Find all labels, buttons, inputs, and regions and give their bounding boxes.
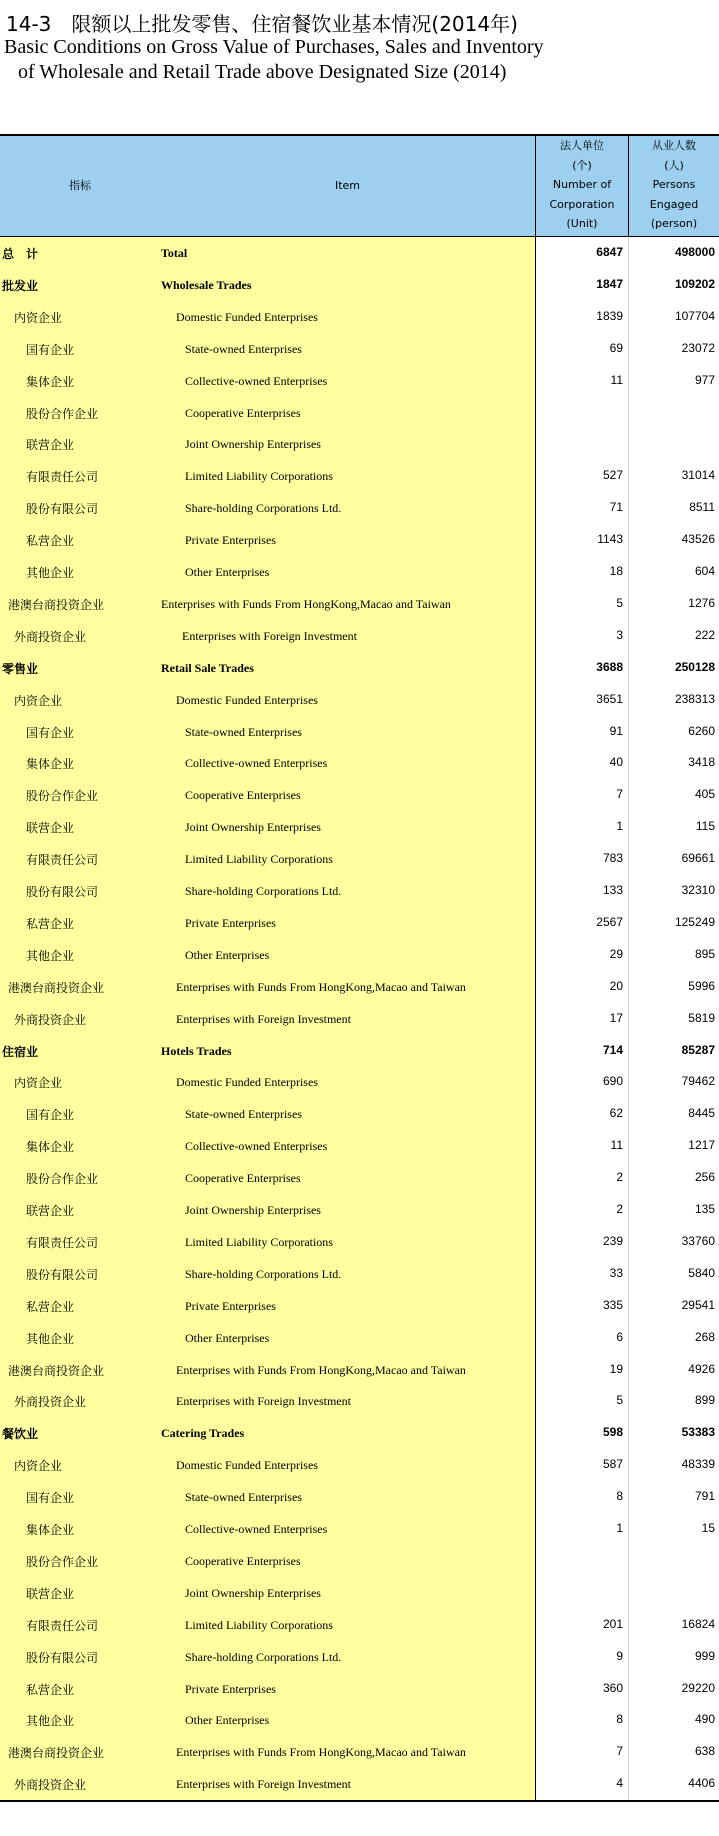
row-label-english: State-owned Enterprises: [185, 1107, 302, 1122]
row-persons: 6260: [688, 723, 715, 738]
row-corporations: 20: [609, 978, 623, 993]
row-corporations: 29: [609, 946, 623, 961]
row-label-chinese: 有限责任公司: [26, 1618, 99, 1633]
table-row: [0, 779, 719, 811]
title-english-line-1: Basic Conditions on Gross Value of Purchases, Sales and Inventory: [4, 36, 544, 58]
row-persons: 1217: [688, 1138, 715, 1153]
row-persons: 791: [694, 1489, 715, 1504]
row-persons: 43526: [681, 532, 715, 547]
row-label-chinese: 私营企业: [26, 1682, 75, 1697]
row-label-english: Collective-owned Enterprises: [185, 373, 328, 388]
row-persons: 33760: [681, 1233, 715, 1248]
row-corporations: 1: [616, 1521, 623, 1535]
row-label-english: Enterprises with Funds From HongKong,Macao and Taiwan: [161, 596, 451, 611]
row-label-chinese: 其他企业: [26, 1331, 75, 1346]
row-label-chinese: 外商投资企业: [14, 1395, 87, 1410]
row-label-english: Cooperative Enterprises: [185, 1171, 301, 1186]
row-label-chinese: 私营企业: [26, 1299, 75, 1314]
row-persons: 1276: [688, 595, 715, 610]
row-label-chinese: 港澳台商投资企业: [8, 980, 105, 995]
row-label-chinese: 港澳台商投资企业: [8, 1746, 105, 1761]
table-row: [0, 971, 719, 1003]
header-corporation-count: [536, 136, 628, 234]
header-indicator: 指标: [69, 179, 91, 192]
row-persons: 135: [694, 1202, 715, 1216]
row-persons: 977: [694, 372, 715, 387]
table-row: [0, 301, 719, 333]
row-label-english: Other Enterprises: [185, 1330, 270, 1345]
row-label-english: Private Enterprises: [185, 915, 276, 930]
row-corporations: 18: [609, 564, 623, 578]
table-row: [0, 1736, 719, 1768]
row-label-english: Share-holding Corporations Ltd.: [185, 501, 342, 516]
row-label-english: Retail Sale Trades: [161, 660, 254, 675]
row-corporations: 6847: [596, 245, 623, 259]
row-label-english: Enterprises with Funds From HongKong,Macao and Taiwan: [176, 1745, 466, 1760]
table-row: [0, 716, 719, 748]
row-label-english: Joint Ownership Enterprises: [185, 437, 321, 452]
row-persons: 250128: [674, 659, 715, 674]
row-corporations: 5: [616, 595, 623, 610]
row-persons: 8511: [689, 500, 715, 515]
table-row: [0, 939, 719, 971]
table-row: [0, 907, 719, 939]
row-label-english: Other Enterprises: [185, 947, 270, 962]
row-corporations: 7: [616, 1744, 623, 1759]
row-label-chinese: 股份合作企业: [26, 789, 99, 804]
row-corporations: 33: [609, 1265, 623, 1280]
row-persons: 638: [694, 1744, 715, 1759]
table-row: [0, 397, 719, 429]
table-row: [0, 269, 719, 301]
row-persons: 238313: [674, 691, 715, 706]
row-label-english: Other Enterprises: [185, 565, 270, 579]
row-persons: 999: [694, 1648, 715, 1663]
header-col1-line: 法人单位: [560, 139, 604, 152]
header-persons-engaged: [629, 136, 719, 234]
row-corporations: 598: [602, 1425, 623, 1440]
row-label-english: Enterprises with Foreign Investment: [176, 1394, 351, 1409]
row-label-chinese: 其他企业: [26, 948, 75, 963]
table-row: [0, 492, 719, 524]
row-persons: 109202: [674, 276, 715, 291]
row-corporations: 714: [602, 1042, 623, 1057]
row-corporations: 1839: [596, 308, 623, 323]
row-persons: 5840: [688, 1265, 715, 1280]
row-label-english: Wholesale Trades: [161, 277, 252, 292]
row-corporations: 527: [602, 468, 623, 483]
table-row: [0, 588, 719, 620]
row-label-english: Cooperative Enterprises: [185, 1553, 301, 1568]
table-row: [0, 620, 719, 652]
table-row: [0, 1098, 719, 1130]
row-persons: 8445: [688, 1106, 715, 1121]
row-label-english: Private Enterprises: [185, 533, 276, 548]
row-persons: 895: [694, 946, 715, 961]
row-label-chinese: 外商投资企业: [14, 629, 87, 644]
row-label-english: Domestic Funded Enterprises: [176, 309, 318, 324]
row-label-chinese: 国有企业: [26, 1491, 75, 1506]
row-corporations: 9: [616, 1648, 623, 1663]
row-persons: 125249: [674, 914, 715, 929]
row-corporations: 3: [616, 627, 623, 642]
row-persons: 899: [694, 1393, 715, 1408]
row-persons: 115: [695, 819, 715, 834]
row-label-chinese: 外商投资企业: [14, 1778, 87, 1793]
table-row: [0, 524, 719, 556]
table-row: [0, 1385, 719, 1417]
table-row: [0, 843, 719, 875]
table-row: [0, 1641, 719, 1673]
row-label-chinese: 集体企业: [26, 374, 75, 389]
row-corporations: 40: [609, 755, 623, 770]
row-label-chinese: 股份有限公司: [26, 1650, 99, 1665]
table-row: [0, 556, 719, 588]
row-persons: 31014: [681, 468, 715, 483]
row-label-english: State-owned Enterprises: [185, 1490, 302, 1505]
row-label-chinese: 外商投资企业: [14, 1012, 87, 1027]
row-label-chinese: 有限责任公司: [26, 470, 99, 485]
table-header: [0, 136, 719, 237]
row-corporations: 19: [609, 1361, 623, 1376]
row-corporations: 11: [610, 1138, 623, 1153]
row-persons: 23072: [681, 340, 715, 355]
table-row: [0, 1354, 719, 1386]
row-label-english: Limited Liability Corporations: [185, 852, 333, 867]
row-persons: 48339: [681, 1457, 715, 1472]
row-label-english: Joint Ownership Enterprises: [185, 1585, 321, 1600]
row-corporations: 91: [609, 723, 623, 738]
table-row: [0, 1130, 719, 1162]
row-corporations: 690: [602, 1074, 623, 1089]
row-label-english: Domestic Funded Enterprises: [176, 1458, 318, 1473]
row-persons: 29220: [681, 1680, 715, 1695]
title-english-line-2: of Wholesale and Retail Trade above Designated Size (2014): [18, 61, 507, 83]
row-corporations: 69: [609, 340, 623, 355]
table-row: [0, 684, 719, 716]
row-corporations: 2567: [596, 914, 623, 929]
row-label-english: Catering Trades: [161, 1426, 245, 1441]
row-label-english: Share-holding Corporations Ltd.: [185, 1266, 342, 1281]
header-col2-line: 从业人数: [652, 139, 696, 152]
row-label-chinese: 零售业: [2, 661, 39, 676]
table-row: [0, 1577, 719, 1609]
row-label-chinese: 有限责任公司: [26, 853, 99, 868]
table-row: [0, 1258, 719, 1290]
row-corporations: 3688: [596, 659, 623, 674]
table-row: [0, 1481, 719, 1513]
header-col1-line: (Unit): [566, 217, 598, 230]
row-label-english: Hotels Trades: [161, 1043, 232, 1058]
row-corporations: 5: [616, 1393, 623, 1408]
row-label-chinese: 集体企业: [26, 1140, 75, 1155]
table-row: [0, 1704, 719, 1736]
header-col2-line: (人): [664, 158, 684, 172]
row-label-english: Private Enterprises: [185, 1298, 276, 1313]
row-label-english: Domestic Funded Enterprises: [176, 1075, 318, 1090]
table-row: [0, 1066, 719, 1098]
header-col1-line: Number of: [552, 178, 612, 191]
row-corporations: 1143: [597, 532, 623, 547]
row-corporations: 4: [616, 1776, 623, 1791]
table-row: [0, 1768, 719, 1800]
row-label-english: Domestic Funded Enterprises: [176, 692, 318, 707]
row-label-chinese: 批发业: [2, 278, 39, 293]
table-row: [0, 365, 719, 397]
row-label-chinese: 集体企业: [26, 1523, 75, 1537]
row-persons: 107704: [674, 308, 715, 323]
row-label-chinese: 住宿业: [2, 1044, 39, 1059]
row-corporations: 2: [616, 1170, 623, 1185]
table-row: [0, 1162, 719, 1194]
row-label-english: State-owned Enterprises: [185, 341, 302, 356]
row-label-english: Enterprises with Foreign Investment: [176, 1777, 351, 1792]
row-label-chinese: 联营企业: [26, 821, 75, 836]
row-label-english: Joint Ownership Enterprises: [185, 1203, 321, 1217]
table-row: [0, 428, 719, 460]
row-label-chinese: 私营企业: [26, 534, 75, 549]
row-label-english: Limited Liability Corporations: [185, 1617, 333, 1632]
row-label-chinese: 股份有限公司: [26, 1267, 99, 1282]
row-label-chinese: 内资企业: [14, 1459, 63, 1474]
row-persons: 29541: [681, 1297, 715, 1312]
row-corporations: 3651: [596, 691, 623, 706]
row-label-english: Limited Liability Corporations: [185, 469, 333, 484]
row-label-chinese: 有限责任公司: [26, 1235, 99, 1250]
row-persons: 79462: [681, 1074, 715, 1089]
row-corporations: 239: [602, 1233, 623, 1248]
row-persons: 405: [694, 787, 715, 802]
row-corporations: 8: [616, 1712, 623, 1727]
row-persons: 85287: [681, 1042, 715, 1057]
table-row: [0, 1449, 719, 1481]
row-persons: 222: [694, 627, 715, 642]
row-label-english: Collective-owned Enterprises: [185, 1522, 328, 1536]
row-corporations: 587: [602, 1457, 623, 1472]
table-bottom-rule: [0, 1800, 719, 1802]
row-corporations: 133: [602, 883, 623, 897]
table-row: [0, 875, 719, 907]
row-label-chinese: 内资企业: [14, 693, 63, 708]
row-persons: 4406: [688, 1776, 715, 1791]
row-corporations: 360: [602, 1680, 623, 1695]
row-label-chinese: 港澳台商投资企业: [8, 1363, 105, 1378]
row-persons: 32310: [681, 883, 715, 897]
row-persons: 15: [701, 1521, 715, 1535]
row-label-chinese: 联营企业: [26, 1204, 75, 1218]
row-corporations: 8: [616, 1489, 623, 1504]
header-col2-line: Persons: [652, 178, 696, 191]
row-label-chinese: 股份有限公司: [26, 502, 99, 517]
table-row: [0, 333, 719, 365]
table-row: [0, 811, 719, 843]
row-corporations: 17: [609, 1010, 623, 1025]
row-label-chinese: 股份合作企业: [26, 1554, 99, 1569]
row-label-english: Enterprises with Funds From HongKong,Macao and Taiwan: [176, 1362, 466, 1377]
header-item: Item: [334, 179, 361, 192]
row-label-english: Limited Liability Corporations: [185, 1234, 333, 1249]
row-label-chinese: 内资企业: [14, 310, 63, 325]
row-label-english: Collective-owned Enterprises: [185, 1139, 328, 1154]
row-label-chinese: 股份合作企业: [26, 1172, 99, 1187]
row-label-chinese: 私营企业: [26, 916, 75, 931]
row-persons: 69661: [681, 851, 715, 866]
row-label-english: Cooperative Enterprises: [185, 405, 301, 420]
row-label-english: Enterprises with Foreign Investment: [176, 1011, 351, 1026]
table-row: [0, 747, 719, 779]
row-label-chinese: 其他企业: [26, 566, 75, 580]
row-label-english: Private Enterprises: [185, 1681, 276, 1696]
row-corporations: 71: [609, 500, 623, 515]
table-body: [0, 237, 719, 1800]
row-persons: 3418: [688, 755, 715, 770]
row-label-chinese: 总 计: [2, 247, 39, 261]
row-corporations: 1: [616, 819, 623, 834]
table-row: [0, 1226, 719, 1258]
row-corporations: 201: [602, 1616, 623, 1631]
table-row: [0, 652, 719, 684]
row-label-chinese: 港澳台商投资企业: [8, 597, 105, 612]
header-col2-line: (person): [650, 217, 698, 230]
row-label-english: State-owned Enterprises: [185, 724, 302, 739]
row-persons: 4926: [688, 1361, 715, 1376]
row-persons: 268: [694, 1329, 715, 1344]
row-label-chinese: 国有企业: [26, 342, 75, 357]
row-label-chinese: 联营企业: [26, 438, 75, 453]
table-row: [0, 460, 719, 492]
row-label-english: Other Enterprises: [185, 1713, 270, 1728]
table-row: [0, 1513, 719, 1545]
header-col1-line: Corporation: [549, 197, 615, 211]
row-label-chinese: 股份合作企业: [26, 406, 99, 421]
row-label-english: Share-holding Corporations Ltd.: [185, 884, 342, 898]
title-chinese: 14-3 限额以上批发零售、住宿餐饮业基本情况(2014年): [6, 12, 518, 36]
row-corporations: 6: [616, 1329, 623, 1344]
table-row: [0, 237, 719, 269]
table-row: [0, 1322, 719, 1354]
row-corporations: 2: [616, 1202, 623, 1216]
row-corporations: 7: [616, 787, 623, 802]
row-persons: 5819: [688, 1010, 715, 1025]
row-label-english: Joint Ownership Enterprises: [185, 820, 321, 835]
table-row: [0, 1290, 719, 1322]
row-label-chinese: 股份有限公司: [26, 885, 99, 899]
row-label-english: Enterprises with Funds From HongKong,Macao and Taiwan: [176, 979, 466, 994]
row-corporations: 11: [610, 372, 623, 387]
row-persons: 604: [694, 564, 715, 578]
row-corporations: 1847: [596, 276, 623, 291]
row-corporations: 62: [609, 1106, 623, 1121]
row-label-chinese: 联营企业: [26, 1586, 75, 1601]
row-persons: 5996: [688, 978, 715, 993]
row-label-english: Enterprises with Foreign Investment: [182, 628, 357, 643]
table-row: [0, 1035, 719, 1067]
row-label-chinese: 其他企业: [26, 1714, 75, 1729]
row-label-english: Share-holding Corporations Ltd.: [185, 1649, 342, 1664]
row-persons: 490: [694, 1712, 715, 1727]
row-persons: 16824: [681, 1616, 715, 1631]
row-persons: 498000: [674, 245, 715, 259]
table-row: [0, 1673, 719, 1705]
row-label-english: Collective-owned Enterprises: [185, 756, 328, 771]
table-row: [0, 1003, 719, 1035]
row-corporations: 783: [602, 851, 623, 866]
header-col2-line: Engaged: [649, 197, 699, 211]
header-col1-line: (个): [572, 158, 592, 172]
table-row: [0, 1609, 719, 1641]
row-label-english: Cooperative Enterprises: [185, 788, 301, 803]
table-row: [0, 1545, 719, 1577]
row-label-chinese: 内资企业: [14, 1076, 63, 1091]
row-label-chinese: 国有企业: [26, 1108, 75, 1123]
row-corporations: 335: [602, 1297, 623, 1312]
row-persons: 256: [694, 1170, 715, 1185]
row-label-chinese: 国有企业: [26, 725, 75, 740]
row-label-english: Total: [161, 246, 188, 260]
row-label-chinese: 餐饮业: [2, 1427, 39, 1442]
table-row: [0, 1417, 719, 1449]
table-row: [0, 1194, 719, 1226]
row-persons: 53383: [681, 1425, 715, 1440]
row-label-chinese: 集体企业: [26, 757, 75, 772]
